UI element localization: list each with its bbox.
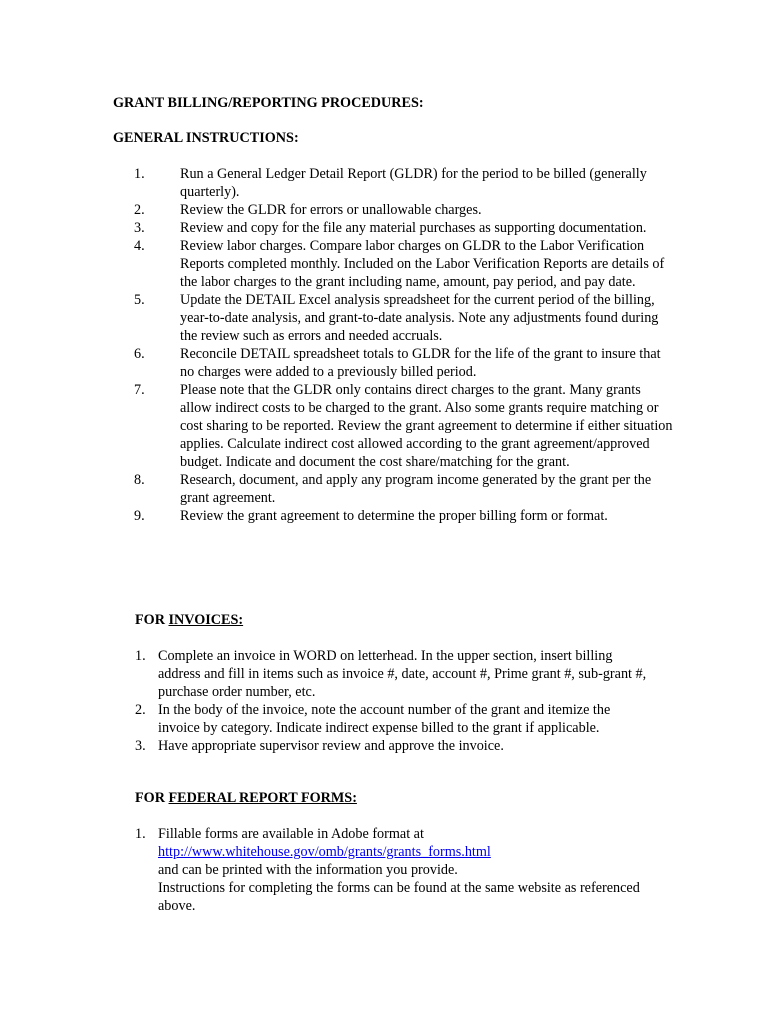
federal-report-forms-list — [135, 825, 655, 915]
federal-report-forms-heading — [135, 789, 357, 807]
invoices-heading-label: INVOICES: — [168, 612, 244, 628]
list-item-text: In the body of the invoice, note the account number of the grant and itemize the invoice by category. Indicate indirect expense billed to the grant if applicable. — [158, 702, 611, 736]
list-item-text: Complete an invoice in WORD on letterhead. In the upper section, insert billing address and fill in items such as invoice #, date, account #, Prime grant #, sub-grant #, purchase order number, etc. — [158, 648, 647, 700]
list-item — [135, 701, 655, 737]
list-item-number: 1. — [135, 826, 146, 842]
list-item-number: 9. — [134, 508, 145, 524]
list-item-instructions: Instructions for completing the forms can be found at the same website as referenced above. — [158, 880, 640, 914]
list-item — [113, 291, 673, 345]
list-item — [135, 825, 655, 915]
list-item-number: 7. — [134, 382, 145, 398]
list-item-text: Fillable forms are available in Adobe format at — [158, 826, 424, 842]
list-item-number: 5. — [134, 292, 145, 308]
federal-heading-label: FEDERAL REPORT FORMS: — [168, 790, 357, 806]
list-item-number: 2. — [135, 702, 146, 718]
list-item-text: Have appropriate supervisor review and approve the invoice. — [158, 738, 504, 754]
general-instructions-list — [113, 165, 673, 525]
grants-forms-link[interactable]: http://www.whitehouse.gov/omb/grants/grants_forms.html — [158, 844, 491, 860]
list-item — [113, 237, 673, 291]
list-item-number: 4. — [134, 238, 145, 254]
list-item-number: 2. — [134, 202, 145, 218]
federal-heading-prefix: FOR — [135, 790, 169, 806]
list-item-text: Update the DETAIL Excel analysis spreadsheet for the current period of the billing, year-to-date analysis, and grant-to-date analysis. Note any adjustments found during the review such as errors and needed accruals. — [180, 292, 659, 344]
list-item-text: Review the GLDR for errors or unallowable charges. — [180, 202, 482, 218]
list-item — [135, 737, 655, 755]
list-item — [135, 647, 655, 701]
invoices-heading-prefix: FOR — [135, 612, 169, 628]
list-item-number: 3. — [135, 738, 146, 754]
list-item-text: Research, document, and apply any program income generated by the grant per the grant agreement. — [180, 472, 652, 506]
list-item — [113, 381, 673, 471]
list-item-text: Review labor charges. Compare labor charges on GLDR to the Labor Verification Reports completed monthly. Included on the Labor Verification Reports are details of the labor charges to the grant including name, amount, pay period, and pay date. — [180, 238, 665, 290]
list-item-text: Review the grant agreement to determine the proper billing form or format. — [180, 508, 608, 524]
list-item-text: Please note that the GLDR only contains direct charges to the grant. Many grants allow indirect costs to be charged to the grant. Also some grants require matching or cost sharing to be reported. Review the grant agreement to determine if either situation applies. Calculate indirect cost allowed according to the grant agreement/approved budget. Indicate and document the cost share/matching for the grant. — [180, 382, 673, 470]
document-title: GRANT BILLING/REPORTING PROCEDURES: — [113, 95, 424, 111]
list-item-number: 8. — [134, 472, 145, 488]
list-item — [113, 471, 673, 507]
list-item — [113, 201, 673, 219]
list-item-text: Reconcile DETAIL spreadsheet totals to GLDR for the life of the grant to insure that no charges were added to a previously billed period. — [180, 346, 661, 380]
invoices-list — [135, 647, 655, 755]
list-item — [113, 507, 673, 525]
list-item — [113, 219, 673, 237]
list-item-text: and can be printed with the information you provide. — [158, 862, 458, 878]
list-item-number: 6. — [134, 346, 145, 362]
list-item-number: 3. — [134, 220, 145, 236]
list-item-text: Review and copy for the file any material purchases as supporting documentation. — [180, 220, 647, 236]
list-item-text: Run a General Ledger Detail Report (GLDR) for the period to be billed (generally quarterly). — [180, 166, 647, 200]
invoices-heading — [135, 611, 243, 629]
list-item — [113, 165, 673, 201]
list-item-number: 1. — [135, 648, 146, 664]
list-item-number: 1. — [134, 166, 145, 182]
list-item — [113, 345, 673, 381]
general-instructions-heading: GENERAL INSTRUCTIONS: — [113, 130, 299, 146]
